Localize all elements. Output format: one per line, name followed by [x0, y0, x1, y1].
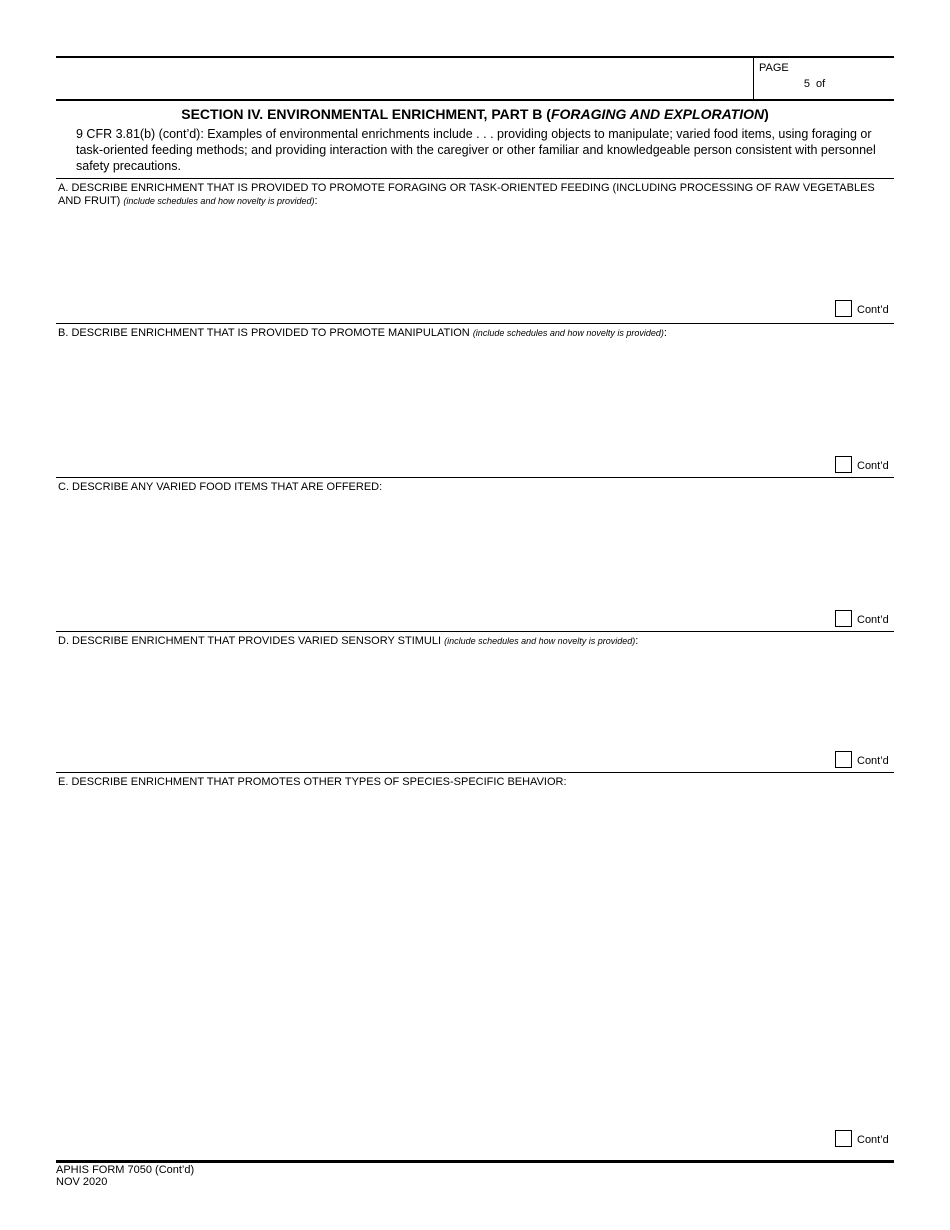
item-b-text: B. DESCRIBE ENRICHMENT THAT IS PROVIDED TO PROMOTE MANIPULATION — [58, 327, 473, 339]
item-d-contd-label: Cont’d — [857, 755, 889, 767]
item-b-colon: : — [663, 327, 667, 339]
item-c-rule — [56, 631, 894, 632]
item-a-note: (include schedules and how novelty is provided) — [123, 196, 315, 206]
footer-form-name: APHIS FORM 7050 (Cont’d) — [56, 1164, 195, 1176]
section-intro: 9 CFR 3.81(b) (cont’d): Examples of environmental enrichments include . . . providing objects to manipulate; varied food items, using foraging or task-oriented feeding methods; and providing interaction with the caregiver or other familiar and knowledgeable person consistent with personnel safety precautions. — [76, 127, 876, 173]
item-d-label — [58, 635, 888, 648]
page-label: PAGE — [759, 62, 789, 74]
item-a-contd-label: Cont’d — [857, 304, 889, 316]
item-b-contd-checkbox[interactable] — [835, 456, 852, 473]
page-total-field[interactable] — [830, 77, 885, 91]
item-c-label: C. DESCRIBE ANY VARIED FOOD ITEMS THAT ARE OFFERED: — [58, 481, 383, 493]
item-c-response-field[interactable] — [56, 498, 830, 612]
item-b-contd-label: Cont’d — [857, 460, 889, 472]
item-e-label: E. DESCRIBE ENRICHMENT THAT PROMOTES OTHER TYPES OF SPECIES-SPECIFIC BEHAVIOR: — [58, 776, 567, 788]
item-a-text: A. DESCRIBE ENRICHMENT THAT IS PROVIDED TO PROMOTE FORAGING OR TASK-ORIENTED FEEDING (INCLUDING PROCESSING OF RAW VEGETABLES AND FRUIT) — [58, 182, 875, 207]
item-e-contd-checkbox[interactable] — [835, 1130, 852, 1147]
item-c-contd-label: Cont’d — [857, 614, 889, 626]
item-d-contd[interactable] — [835, 751, 895, 771]
item-c-contd-checkbox[interactable] — [835, 610, 852, 627]
header-top-rule — [56, 56, 894, 58]
item-e-response-field[interactable] — [56, 794, 830, 1128]
item-d-response-field[interactable] — [56, 652, 830, 751]
section-title-italic: FORAGING AND EXPLORATION — [550, 106, 765, 122]
item-a-label — [58, 182, 888, 208]
item-a-colon: : — [314, 195, 318, 207]
section-title-end: ) — [764, 106, 769, 122]
item-b-response-field[interactable] — [56, 345, 830, 459]
item-d-contd-checkbox[interactable] — [835, 751, 852, 768]
item-a-rule — [56, 323, 894, 324]
header-bottom-rule — [56, 99, 894, 101]
item-e-contd[interactable] — [835, 1130, 895, 1150]
item-b-label — [58, 327, 888, 340]
item-d-text: D. DESCRIBE ENRICHMENT THAT PROVIDES VARIED SENSORY STIMULI — [58, 635, 445, 647]
page-of-label: of — [816, 78, 826, 90]
intro-rule — [56, 178, 894, 179]
item-a-contd[interactable] — [835, 300, 895, 320]
item-b-contd[interactable] — [835, 456, 895, 476]
item-a-response-field[interactable] — [56, 210, 830, 304]
item-c-contd[interactable] — [835, 610, 895, 630]
item-d-colon: : — [635, 635, 639, 647]
item-a-contd-checkbox[interactable] — [835, 300, 852, 317]
footer-rule — [56, 1160, 894, 1163]
item-d-rule — [56, 772, 894, 773]
footer-form-date: NOV 2020 — [56, 1176, 108, 1188]
page-number-field[interactable] — [790, 77, 810, 91]
item-b-rule — [56, 477, 894, 478]
item-e-contd-label: Cont’d — [857, 1134, 889, 1146]
section-title-main: SECTION IV. ENVIRONMENTAL ENRICHMENT, PART B ( — [181, 106, 551, 122]
item-b-note: (include schedules and how novelty is provided) — [472, 328, 664, 338]
page-box-divider — [753, 57, 754, 99]
item-d-note: (include schedules and how novelty is provided) — [444, 636, 636, 646]
section-title — [56, 106, 894, 122]
